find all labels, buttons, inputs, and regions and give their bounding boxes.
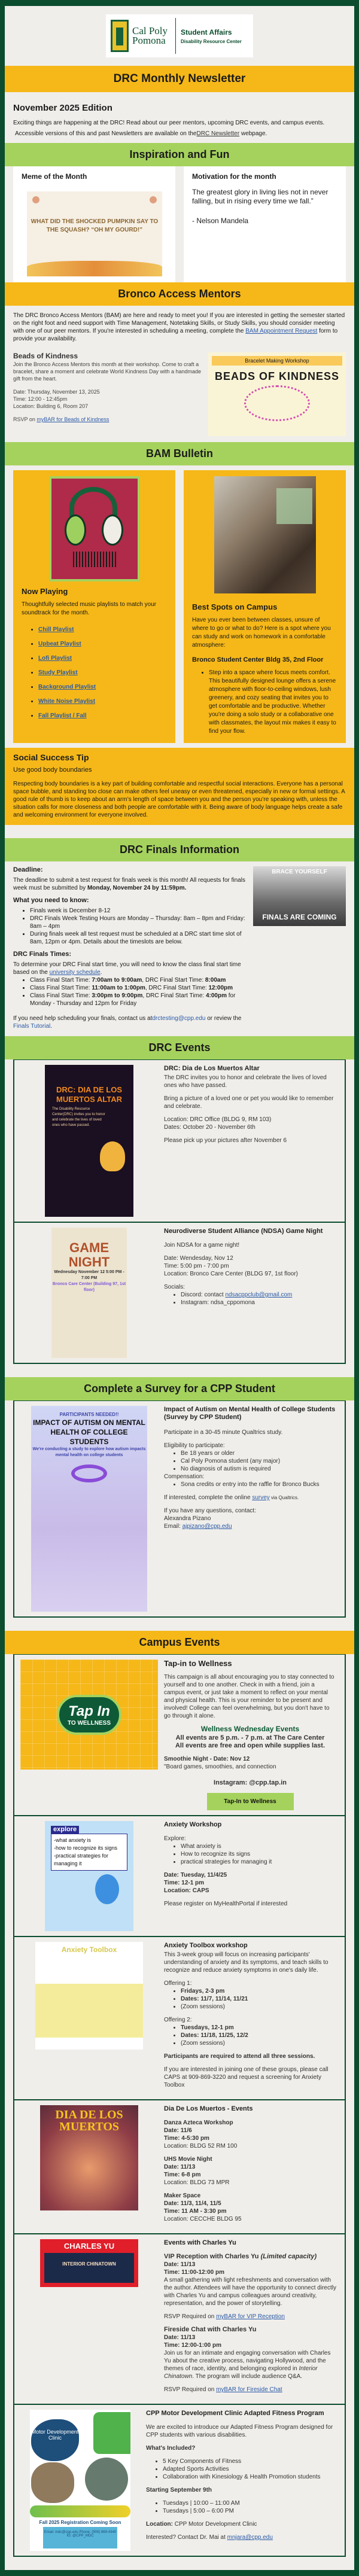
know-list: • Finals week is December 8-12 • DRC Finals Week Testing Hours are Monday – Thursday: 8am – 8pm and Friday: 8am – 4pm • During finals week all test request must be scheduled at a DRC start time slot of 8am, 12pm or 4pm. Details about the timeslots are below.: [30, 907, 246, 946]
event-title: Anxiety Toolbox workshop: [164, 1942, 248, 1949]
section-survey: Complete a Survey for a CPP Student: [5, 1377, 354, 1400]
logo-text-cpp: Cal Poly Pomona: [132, 25, 168, 46]
pumpkin-meme-image: WHAT DID THE SHOCKED PUMPKIN SAY TO THE SQUASH? “OH MY GOURD!”: [27, 191, 162, 276]
event-title: DRC: Dia de Los Muertos Altar: [164, 1065, 260, 1072]
now-playing-title: Now Playing: [22, 587, 68, 596]
motivation-card: [184, 166, 346, 282]
meme-card: [13, 166, 175, 282]
playlist-link[interactable]: Lofi Playlist: [38, 655, 72, 662]
autism-study-poster: PARTICIPANTS NEEDED!! IMPACT OF AUTISM ON MENTAL HEALTH OF COLLEGE STUDENTS We're conducting a study to explore how autism impacts mental health on college students: [31, 1406, 147, 1612]
edition-title: November 2025 Edition: [13, 103, 112, 113]
beads-desc: Join the Bronco Access Mentors this month at their workshop. Come to craft a bracelet, share a moment and celebrate World Kindness Day with a handmade gift from the heart.: [13, 361, 202, 382]
survey-link[interactable]: survey: [252, 1494, 270, 1501]
infinity-icon: [71, 1464, 107, 1482]
finals-tutorial-link[interactable]: Finals Tutorial: [13, 1023, 51, 1030]
event-title: Dia De Los Muertos - Events: [164, 2105, 253, 2112]
quote-author: - Nelson Mandela: [192, 217, 249, 225]
spot-name: Bronco Student Center Bldg 35, 2nd Floor: [192, 656, 324, 663]
event-title: Events with Charles Yu: [164, 2239, 236, 2246]
mdc-contact-email-link[interactable]: mnjara@cpp.edu: [227, 2534, 273, 2541]
event-title: Anxiety Workshop: [164, 1821, 222, 1828]
ndsa-email-link[interactable]: ndsacppclub@gmail.com: [225, 1292, 293, 1298]
beads-rsvp-link[interactable]: myBAR for Beads of Kindness: [36, 416, 109, 422]
logo-text-drc: Disability Resource Center: [181, 38, 242, 44]
event-title: Tap-in to Wellness: [164, 1659, 232, 1668]
newsletter-title: DRC Monthly Newsletter: [5, 66, 354, 92]
flower-icon: [27, 193, 45, 207]
playlist-link[interactable]: Chill Playlist: [38, 626, 74, 633]
playlist-link[interactable]: Upbeat Playlist: [38, 641, 81, 647]
campus-events-list: [13, 1654, 346, 2557]
event-altar: DRC: DIA DE LOS MUERTOS ALTAR The Disability Resource Center(DRC) invites you to honor and celebrate the lives of loved ones who have passed. DRC: Dia de Los Muertos Altar The DRC invites you to honor and celebrate the lives of loved ones who have passed. Bring a picture of a loved one or pet you would like to remember and celebrate. Location: DRC Office (BLDG 9, RM 103) Dates: October 20 - November 6th Please pick up your pictures after November 6: [14, 1060, 345, 1222]
skull-icon: [100, 1141, 125, 1171]
fireside-rsvp-link[interactable]: myBAR for Fireside Chat: [216, 2386, 282, 2393]
ndsa-poster: GAME NIGHT Wednesday November 12 5:00 PM - 7:00 PM Bronco Care Center (Building 97, 1st floor): [51, 1228, 127, 1358]
event-title: Neurodiverse Student Alliance (NDSA) Game Night: [164, 1228, 323, 1235]
toolbox-icon: [35, 1984, 143, 2038]
survey-email-link[interactable]: ajpizano@cpp.edu: [182, 1523, 232, 1530]
playlist-link[interactable]: Fall Playlist / Fall: [38, 712, 87, 719]
beads-date: Date: Thursday, November 13, 2025: [13, 389, 100, 395]
bracelet-icon: [244, 385, 310, 421]
drc-newsletter-link[interactable]: DRC Newsletter: [196, 130, 240, 137]
motivation-quote: The greatest glory in living lies not in never falling, but in rising every time we fall.”: [192, 188, 328, 205]
event-anxiety-toolbox: Anxiety Toolbox Anxiety Toolbox workshop This 3-week group will focus on increasing participants' understanding of anxiety and its symptoms, and teach skills to recognize and reduce anxiety symptoms in one's daily life. Offering 1: • Fridays, 2-3 pm • Dates: 11/7, 11/14, 11/21 • (Zoom sessions) Offering 2: • Tuesdays, 12-1 pm • Dates: 11/18, 11/25, 12/2 • (Zoom sessions) Participants are required to attend all three sessions. If you are interested in joining one of these groups, please call CAPS at 909-869-3220 and request a screening for Anxiety Toolbox: [14, 1936, 345, 2099]
event-dia-de-los-muertos: DIA DE LOS MUERTOS Dia De Los Muertos - Events Danza Azteca Workshop Date: 11/6 Time: 4-5:30 pm Location: BLDG 52 RM 100 UHS Movie Night Date: 11/13 Time: 6-8 pm Location: BLDG 73 MPR Maker Space Date: 11/3, 11/4, 11/5 Time: 11 AM - 3:30 pm Location: CECCHE BLDG 95: [14, 2099, 345, 2233]
vip-rsvp-link[interactable]: myBAR for VIP Reception: [216, 2313, 285, 2320]
finals-help: If you need help scheduling your finals, contact us atdrctesting@cpp.edu or review the Finals Tutorial.: [13, 1015, 242, 1030]
best-spots-card: [184, 470, 346, 743]
intro-text: Exciting things are happening at the DRC! Read about our peer mentors, upcoming DRC events, and campus events.: [13, 120, 325, 126]
survey-box: [13, 1400, 346, 1618]
deadline-label: Deadline:: [13, 866, 43, 873]
event-ndsa: GAME NIGHT Wednesday November 12 5:00 PM - 7:00 PM Bronco Care Center (Building 97, 1st floor) Neurodiverse Student Alliance (NDSA) Game Night Join NDSA for a game night! Date: Wendesday, Nov 12 Time: 5:00 pm - 7:00 pm Location: Bronco Care Center (BLDG 97, 1st floor) Socials: • Discord: contact ndsacppclub@gmail.com • Instagram: ndsa_cppomona: [14, 1222, 345, 1363]
know-label: What you need to know:: [13, 897, 89, 904]
headphones-image: [49, 476, 140, 581]
playlist-link[interactable]: White Noise Playlist: [38, 698, 96, 705]
deadline-text: The deadline to submit a test request for finals week is this month! All requests for finals week must be submitted by Monday, November 24 by 11:59pm.: [13, 877, 245, 891]
social-success-tip: [5, 748, 354, 825]
logo-divider: [175, 18, 176, 54]
mdc-poster: Motor Development Clinic Fall 2025 Registration Coming Soon Email: mdc@cpp.edu Phone: (909) 869-4340 IG: @CPP_MDC: [30, 2410, 130, 2551]
event-tapin: Tap In TO WELLNESS Tap-in to Wellness This campaign is all about encouraging you to stay connected to yourself and to one another. Check in with a friend, join a campus event, or just take a moment to reflect on your mental and physical health. This is your reminder to be present and involved! College can feel overwhelming, but you don't have to go through it alone. Wellness Wednesday Events All events are 5 p.m. - 7 p.m. at The Care Center All events are free and open while supplies last. Smoothie Night - Date: Nov 12 "Board games, smoothies, and connection Instagram: @cpp.tap.in Tap-In to Wellness: [14, 1655, 345, 1815]
toolbox-poster: Anxiety Toolbox: [35, 1942, 143, 2050]
anxiety-poster: explore -what anxiety is -how to recognize its signs -practical strategies for managing it: [45, 1821, 133, 1931]
event-anxiety-workshop: explore -what anxiety is -how to recognize its signs -practical strategies for managing it Anxiety Workshop Explore: • What anxiety is • How to recognize its signs • practical strategies for managing it Date: Tuesday, 11/4/25 Time: 12-1 pm Location: CAPS Please register on MyHealthPortal if interested: [14, 1815, 345, 1936]
beads-title: Beads of Kindness: [13, 352, 78, 360]
best-spots-title: Best Spots on Campus: [192, 602, 278, 611]
survey-item: PARTICIPANTS NEEDED!! IMPACT OF AUTISM ON MENTAL HEALTH OF COLLEGE STUDENTS We're conducting a study to explore how autism impacts mental health on college students Impact of Autism on Mental Health of College Students (Survey by CPP Student) Participate in a 30-45 minute Qualtrics study. Eligibility to participate: • Be 18 years or older • Cal Poly Pomona student (any major) • No diagnosis of autism is required Compensation: • Sona credits or entry into the raffle for Bronco Bucks If interested, complete the online survey via Qualtrics. If you have any questions, contact: Alexandra Pizano Email: ajpizano@cpp.edu: [14, 1401, 345, 1616]
bam-appointment-link[interactable]: BAM Appointment Request: [245, 328, 318, 334]
section-bam-bulletin: BAM Bulletin: [5, 442, 354, 465]
newsletter: [5, 6, 354, 2570]
beads-time: Time: 12:00 - 12:45pm: [13, 396, 68, 402]
section-finals: DRC Finals Information: [5, 838, 354, 861]
spot-desc: • Step into a space where focus meets comfort. This beautifully designed lounge offers a serene atmosphere with floor-to-ceiling windows, lush greenery, and cozy seating that invites you to get comfortable and be productive. Whether you're doing a solo study or a collaborative one with classmates, the layout mix makes it easy to find your flow.: [209, 669, 337, 736]
beads-rsvp: RSVP on myBAR for Beads of Kindness: [13, 416, 109, 422]
times-label: DRC Finals Times:: [13, 951, 71, 958]
playlist-link[interactable]: Background Playlist: [38, 684, 96, 690]
section-campus-events: Campus Events: [5, 1631, 354, 1654]
charles-yu-poster: CHARLES YU INTERIOR CHINATOWN: [40, 2239, 138, 2287]
beads-event: [5, 349, 354, 442]
times-text: To determine your DRC Final start time, you will need to know the class final start time based on the university schedule.: [13, 961, 241, 976]
brace-yourself-meme: BRACE YOURSELF FINALS ARE COMING: [253, 866, 346, 926]
tip-body: Respecting body boundaries is a key part of building comfortable and respectful social interactions. Everyone has a personal space bubble, and standing too close can make others feel uneasy or even threatened, especially in new or formal settings. A good rule of thumb is to keep about an arm’s length of space between you and the person you’re speaking with, unless the situation calls for more closeness and both people are comfortable with it. Being aware of body language helps create a safe and welcoming environment for everyone involved.: [13, 781, 345, 818]
header: [5, 6, 354, 66]
bam-intro: The DRC Bronco Access Mentors (BAM) are here and ready to meet you! If you are interested in getting the semester started on the right foot and need support with Time Management, Notetaking Skills, or Study Skills, you should consider meeting with one of our peer mentors. If you're interested in scheduling a meeting, complete the BAM Appointment Request form to provide your availability.: [13, 312, 345, 342]
survey-title: Impact of Autism on Mental Health of College Students (Survey by CPP Student): [164, 1406, 336, 1421]
drctesting-email-link[interactable]: drctesting@cpp.edu: [152, 1015, 206, 1022]
best-spots-desc: Have you ever been between classes, unsure of where to go or what to do? Here is a spot where you can study and work on homework in a comfortable atmosphere:: [192, 617, 331, 648]
cpp-drc-logo: [106, 14, 253, 57]
slot-list: • Class Final Start Time: 7:00am to 9:00am, DRC Final Start Time: 8:00am • Class Final Start Time: 11:00am to 1:00pm, DRC Final Start Time: 12:00pm • Class Final Start Time: 3:00pm to 9:00pm, DRC Final Start Time: 4:00pm for Monday - Thursday and 12pm for Friday: [30, 976, 246, 1007]
event-title: CPP Motor Development Clinic Adapted Fitness Program: [146, 2410, 324, 2417]
soundwave-icon: [73, 552, 116, 567]
flower-icon: [144, 193, 162, 207]
university-schedule-link[interactable]: university schedule: [49, 969, 101, 976]
pumpkin-icon: [27, 261, 162, 276]
accessible-versions-note: Accessible versions of this and past Newsletters are available on theDRC Newsletter webpage.: [15, 130, 267, 137]
now-playing-desc: Thoughtfully selected music playlists to match your soundtrack for the month.: [22, 601, 157, 616]
tip-subtitle: Use good body boundaries: [13, 766, 92, 774]
altar-poster: DRC: DIA DE LOS MUERTOS ALTAR The Disability Resource Center(DRC) invites you to honor and celebrate the lives of loved ones who have passed.: [45, 1065, 133, 1217]
section-drc-events: DRC Events: [5, 1036, 354, 1059]
beads-location: Location: Building 6, Room 207: [13, 403, 89, 409]
playlist-list: [38, 626, 167, 720]
tapin-logo-image: Tap In TO WELLNESS: [20, 1660, 158, 1770]
tip-title: Social Success Tip: [13, 753, 89, 762]
now-playing-card: [13, 470, 175, 743]
dia-poster: DIA DE LOS MUERTOS: [40, 2105, 138, 2210]
drc-events-list: [13, 1059, 346, 1364]
tapin-wellness-button[interactable]: Tap-In to Wellness: [207, 1793, 294, 1810]
lounge-photo: [214, 476, 316, 593]
meme-title: Meme of the Month: [22, 172, 87, 181]
beads-flyer-image: Bracelet Making Workshop BEADS OF KINDNESS: [208, 352, 346, 436]
logo-text-student-affairs: Student Affairs: [181, 28, 232, 36]
finals-info: [5, 861, 354, 1036]
playlist-link[interactable]: Study Playlist: [38, 669, 78, 676]
inspiration-cards: [5, 166, 354, 282]
worried-face-icon: [95, 1874, 119, 1904]
motivation-title: Motivation for the month: [192, 172, 276, 181]
section-bam: Bronco Access Mentors: [5, 282, 354, 306]
section-inspiration: Inspiration and Fun: [5, 143, 354, 166]
event-charles-yu: CHARLES YU INTERIOR CHINATOWN Events with Charles Yu VIP Reception with Charles Yu (Limited capacity) Date: 11/13 Time: 11:00-12:00 pm A small gathering with light refreshments and conversation with the author. Attendees will have the opportunity to connect directly with Charles Yu and campus colleagues around creativity, representation, and the power of storytelling. RSVP Required on myBAR for VIP Reception Fireside Chat with Charles Yu Date: 11/13 Time: 12:00-1:00 pm Join us for an intimate and engaging conversation with Charles Yu about the creative process, navigating Hollywood, and the themes of race, identity, and belonging explored in Interior Chinatown. The program will include audience Q&A. RSVP Required on myBAR for Fireside Chat: [14, 2233, 345, 2404]
event-motor-development: Motor Development Clinic Fall 2025 Registration Coming Soon Email: mdc@cpp.edu Phone: (909) 869-4340 IG: @CPP_MDC CPP Motor Development Clinic Adapted Fitness Program We are excited to introduce our Adapted Fitness Program designed for CPP students with various disabilities. What's Included? • 5 Key Components of Fitness • Adapted Sports Activities • Collaboration with Kinesiology & Health Promotion students Starting September 9th • Tuesdays | 10:00 – 11:00 AM • Tuesdays | 5:00 – 6:00 PM Location: CPP Motor Development Clinic Interested? Contact Dr. Mai at mnjara@cpp.edu: [14, 2404, 345, 2556]
bulletin-cards: [5, 470, 354, 743]
cpp-shield-icon: [111, 20, 129, 52]
